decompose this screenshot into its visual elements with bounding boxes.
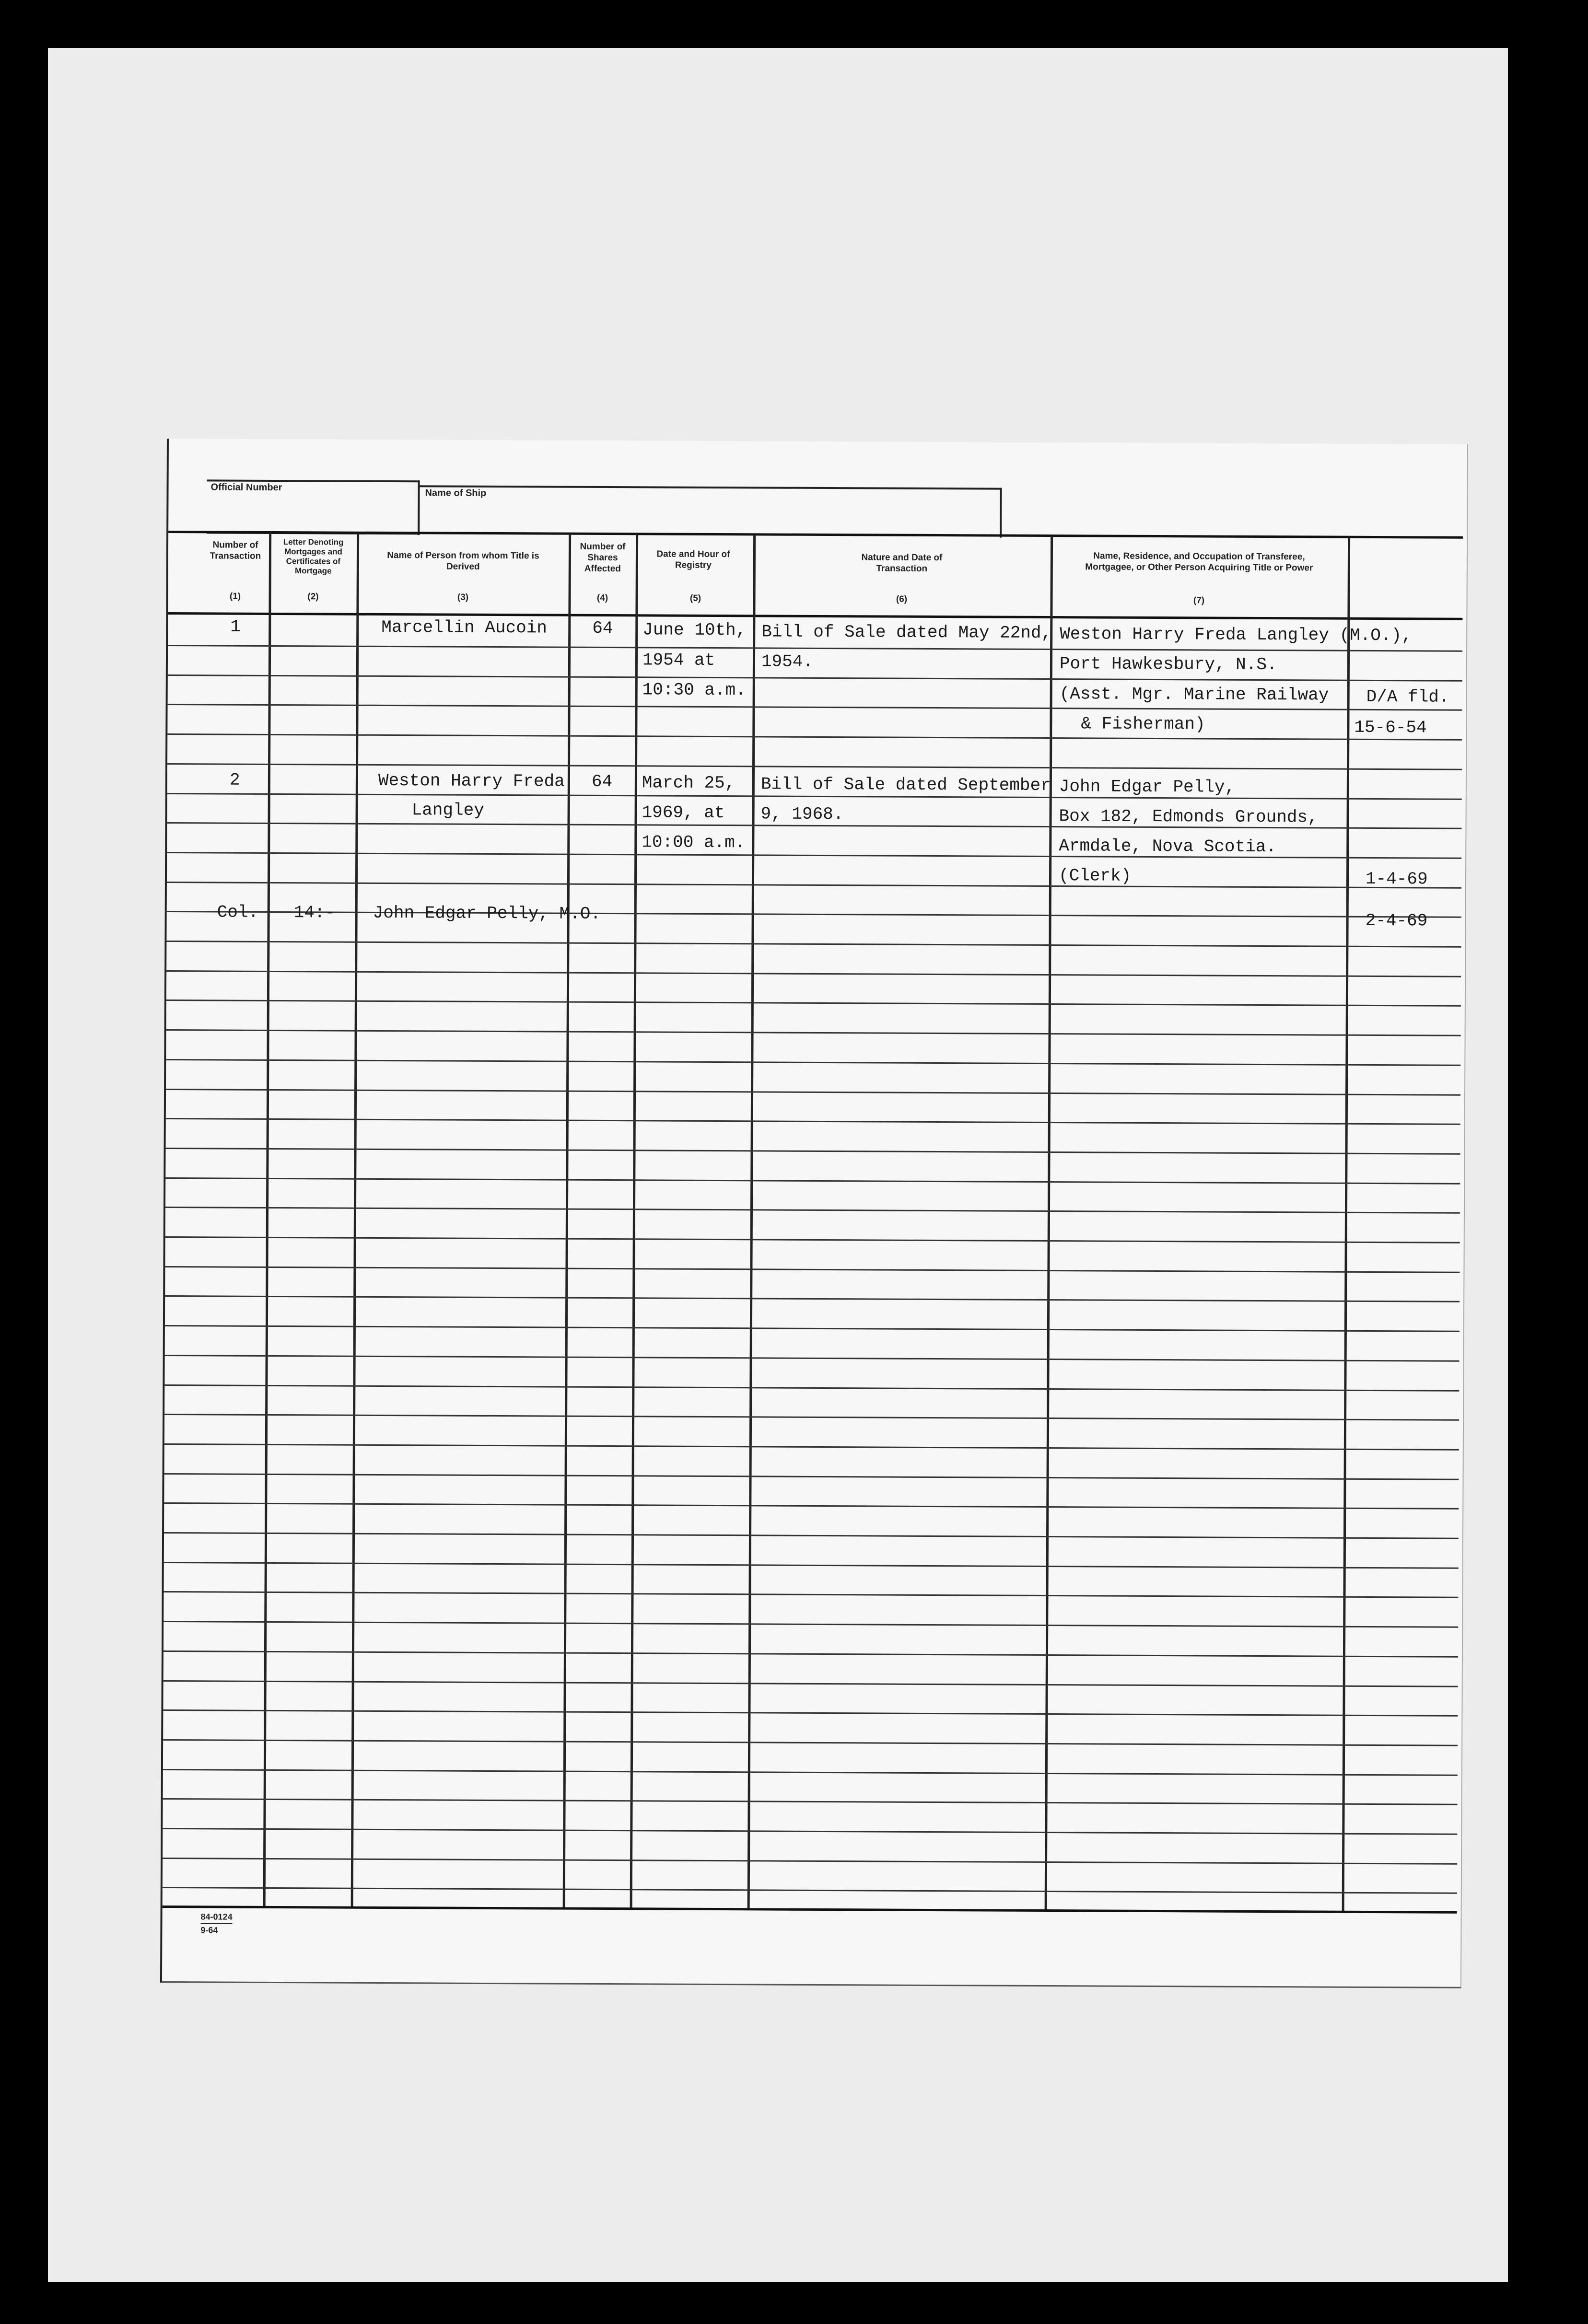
entry2-date-3: 10:00 a.m. bbox=[642, 832, 746, 853]
col7-header: Name, Residence, and Occupation of Transferee, Mortgagee, or Other Person Acquiring Title or Power bbox=[1085, 551, 1313, 573]
ruled-line bbox=[164, 1443, 1459, 1451]
entry2-transferee-2: Box 182, Edmonds Grounds, bbox=[1059, 806, 1318, 827]
table-bottom-rule bbox=[163, 1906, 1457, 1914]
ruled-line bbox=[167, 733, 1462, 741]
col-divider-6 bbox=[1045, 536, 1053, 1910]
entry3-remarks: 2-4-69 bbox=[1365, 910, 1428, 931]
ruled-line bbox=[163, 1828, 1457, 1835]
entry3-from-person: John Edgar Pelly, M.O. bbox=[373, 903, 601, 924]
entry1-transferee-4: & Fisherman) bbox=[1081, 714, 1205, 734]
ruled-line bbox=[164, 1384, 1459, 1391]
ruled-line bbox=[167, 763, 1462, 770]
col-divider-7 bbox=[1342, 537, 1351, 1911]
entry1-date-3: 10:30 a.m. bbox=[642, 680, 746, 700]
ruled-line bbox=[164, 1414, 1459, 1421]
form-code-date: 9-64 bbox=[200, 1925, 218, 1935]
ruled-line bbox=[165, 1207, 1460, 1214]
entry2-transferee-1: John Edgar Pelly, bbox=[1059, 777, 1236, 797]
entry2-date-2: 1969, at bbox=[642, 802, 725, 823]
form-code bbox=[200, 1910, 232, 1936]
entry1-number: 1 bbox=[230, 616, 241, 637]
ruled-line bbox=[165, 1236, 1460, 1243]
col-divider-3 bbox=[563, 534, 572, 1908]
entry1-shares: 64 bbox=[592, 618, 613, 639]
entry1-nature-1: Bill of Sale dated May 22nd, bbox=[761, 622, 1052, 643]
document-sheet bbox=[48, 48, 1508, 2282]
entry1-remarks-2: 15-6-54 bbox=[1354, 717, 1427, 738]
col4-header: Number of Shares Affected bbox=[580, 541, 626, 574]
ruled-line bbox=[163, 1650, 1458, 1658]
entry1-date-2: 1954 at bbox=[642, 650, 715, 670]
entry2-date-1: March 25, bbox=[642, 773, 736, 793]
col3-header: Name of Person from whom Title is Derived bbox=[387, 550, 539, 572]
ruled-line bbox=[164, 1532, 1459, 1539]
col5-header: Date and Hour of Registry bbox=[656, 549, 730, 570]
ruled-line bbox=[163, 1680, 1458, 1687]
ruled-line bbox=[165, 1177, 1460, 1185]
ruled-line bbox=[166, 970, 1461, 977]
entry2-remarks: 1-4-69 bbox=[1365, 869, 1428, 889]
col3-number: (3) bbox=[457, 592, 469, 603]
entry2-nature-2: 9, 1968. bbox=[760, 804, 844, 825]
ruled-line bbox=[164, 1502, 1459, 1510]
ruled-line bbox=[167, 882, 1461, 889]
col-divider-4 bbox=[630, 534, 639, 1908]
table-header-rule bbox=[168, 612, 1462, 620]
col6-number: (6) bbox=[896, 594, 908, 604]
ruled-line bbox=[165, 1295, 1460, 1302]
col2-header: Letter Denoting Mortgages and Certificates of Mortgage bbox=[283, 537, 344, 576]
ruled-line bbox=[163, 1709, 1458, 1717]
entry2-from-person-1: Weston Harry Freda bbox=[378, 770, 565, 791]
entry2-number: 2 bbox=[229, 770, 240, 790]
ruled-line bbox=[168, 645, 1462, 652]
col7-number: (7) bbox=[1193, 595, 1205, 606]
ruled-line bbox=[165, 1355, 1460, 1362]
entry1-transferee-3: (Asst. Mgr. Marine Railway bbox=[1059, 684, 1329, 705]
entry1-remarks-1: D/A fld. bbox=[1366, 686, 1449, 707]
ruled-line bbox=[163, 1887, 1457, 1894]
entry1-from-person: Marcellin Aucoin bbox=[381, 617, 548, 638]
ruled-line bbox=[164, 1562, 1459, 1569]
ruled-line bbox=[163, 1739, 1458, 1746]
official-number-label: Official Number bbox=[210, 482, 282, 493]
entry1-transferee-2: Port Hawkesbury, N.S. bbox=[1059, 654, 1277, 675]
ruled-lines bbox=[169, 439, 1467, 444]
ruled-line bbox=[166, 1029, 1461, 1036]
name-of-ship-label: Name of Ship bbox=[425, 488, 487, 499]
ruled-line bbox=[166, 1089, 1460, 1096]
name-of-ship-box bbox=[418, 485, 1002, 537]
entry2-shares: 64 bbox=[591, 771, 613, 792]
entry2-transferee-4: (Clerk) bbox=[1058, 866, 1132, 886]
entry3-ref: 14:- bbox=[293, 903, 336, 923]
ruled-line bbox=[163, 1621, 1458, 1628]
ruled-line bbox=[168, 674, 1462, 682]
entry1-nature-2: 1954. bbox=[761, 651, 814, 672]
ruled-line bbox=[168, 704, 1462, 711]
ruled-line bbox=[166, 999, 1461, 1007]
ruled-line bbox=[163, 1858, 1457, 1865]
ruled-line bbox=[163, 1769, 1458, 1776]
form-code-number: 84-0124 bbox=[200, 1910, 232, 1924]
col1-number: (1) bbox=[229, 591, 241, 602]
col2-number: (2) bbox=[307, 592, 319, 602]
ruled-line bbox=[166, 941, 1461, 948]
entry1-transferee-1: Weston Harry Freda Langley (M.O.), bbox=[1060, 624, 1412, 646]
ruled-line bbox=[166, 1118, 1460, 1125]
registry-form bbox=[160, 439, 1468, 1988]
ruled-line bbox=[165, 1325, 1460, 1332]
ruled-line bbox=[167, 911, 1461, 918]
entry1-date-1: June 10th, bbox=[642, 620, 747, 640]
ruled-line bbox=[166, 1059, 1460, 1066]
col1-header: Number of Transaction bbox=[210, 540, 261, 561]
entry2-from-person-2: Langley bbox=[411, 800, 484, 820]
ruled-line bbox=[163, 1591, 1458, 1598]
entry3-col: Col. bbox=[217, 902, 259, 922]
col-divider-2 bbox=[351, 533, 360, 1907]
col4-number: (4) bbox=[596, 593, 608, 604]
col6-header: Nature and Date of Transaction bbox=[861, 552, 943, 574]
col5-number: (5) bbox=[689, 593, 701, 604]
col-divider-1 bbox=[263, 533, 272, 1906]
col-divider-5 bbox=[747, 535, 756, 1908]
entry2-nature-1: Bill of Sale dated September bbox=[760, 774, 1051, 796]
ruled-line bbox=[164, 1473, 1459, 1480]
ruled-line bbox=[166, 1148, 1460, 1155]
ruled-line bbox=[163, 1798, 1458, 1805]
ruled-line bbox=[165, 1266, 1460, 1273]
entry2-transferee-3: Armdale, Nova Scotia. bbox=[1059, 836, 1277, 857]
